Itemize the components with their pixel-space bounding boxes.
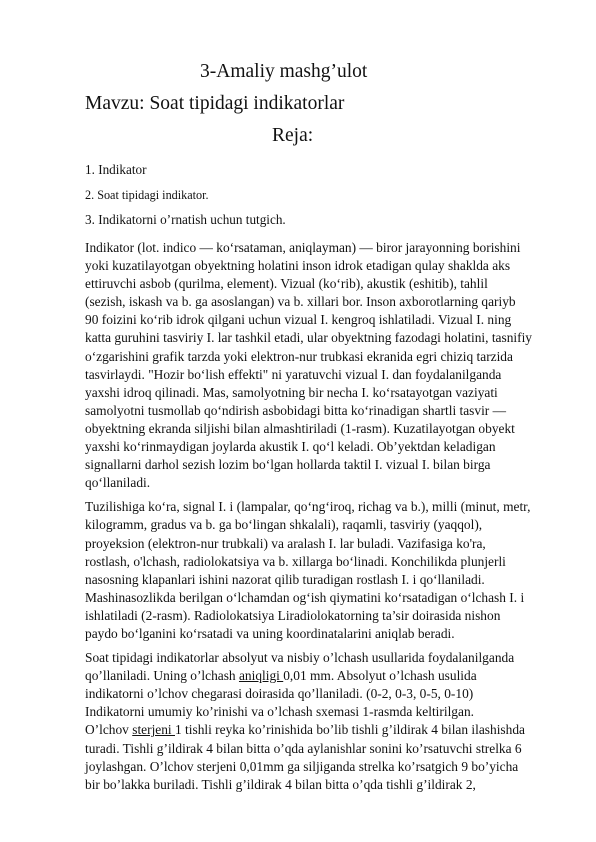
body-text xyxy=(85,239,557,800)
text-line: paydo bo‘lganini ko‘rsatadi va uning koordinatalarini aniqlab beradi. xyxy=(85,625,455,641)
text-line: indikatorni o’lchov chegarasi doirasida qo’llaniladi. (0-2, 0-3, 0-5, 0-10) xyxy=(85,686,474,702)
text-line: bir bo’lakka buriladi. Tishli g’ildirak 4 bilan bitta o’qda tishli g’ildirak 2, xyxy=(85,776,476,792)
text-segment: O’lchov xyxy=(85,722,133,738)
plan-heading: Reja: xyxy=(272,125,314,146)
paragraph-indicator-definition xyxy=(85,239,557,492)
paragraph-indicator-types xyxy=(85,498,557,643)
text-line: proyeksion (elektron-nur trubkali) va aralash I. lar buladi. Vazifasiga ko'ra, xyxy=(85,535,486,551)
plan-list xyxy=(85,161,555,236)
text-line xyxy=(85,667,557,685)
text-line: nasosning klapanlari ishini nazorat qilib turadigan rostlash I. i qo‘llaniladi. xyxy=(85,571,485,587)
plan-item-3: 3. Indikatorni o’rnatish uchun tutgich. xyxy=(85,212,286,227)
text-line: Tuzilishiga ko‘ra, signal I. i (lampalar, qo‘ng‘iroq, richag va b.), milli (minut, metr, xyxy=(85,499,531,515)
text-line: yaxshi ko‘rinmaydigan joylarda akustik I. qo‘l keladi. Ob’yektdan keladigan xyxy=(85,439,496,455)
text-line: obyektning ekranda siljishi bilan almashtiriladi (1-rasm). Kuzatilayotgan obyekt xyxy=(85,420,515,436)
underlined-word: sterjeni xyxy=(132,722,175,738)
text-segment: 1 tishli reyka ko’rinishida bo’lib tishli g’ildirak 4 bilan ilashishda xyxy=(175,722,525,738)
plan-item-1: 1. Indikator xyxy=(85,162,147,177)
paragraph-dial-indicators xyxy=(85,649,557,794)
text-line: Indikatorni umumiy ko’rinishi va o’lchash sxemasi 1-rasmda keltirilgan. xyxy=(85,704,474,720)
text-line: qo‘llaniladi. xyxy=(85,475,151,491)
underlined-word: aniqligi xyxy=(238,668,284,684)
text-line: turadi. Tishli g’ildirak 4 bilan bitta o’qda aylanishlar sonini ko’rsatuvchi strelka 6 xyxy=(85,740,522,756)
text-line: samolyotni tusmollab qo‘ndirish asbobidagi bitta ko‘rinadigan shartli tasvir — xyxy=(85,402,507,418)
text-line: Mashinasozlikda berilgan o‘lchamdan og‘ish qiymatini ko‘rsatadigan o‘lchash I. i xyxy=(85,589,525,605)
text-line: o‘zgarishini grafik tarzda yoki elektron-nur trubkasi ekranida egri chiziq tarzida xyxy=(85,348,513,364)
text-line: Soat tipidagi indikatorlar absolyut va nisbiy o’lchash usullarida foydalanilganda xyxy=(85,650,515,666)
text-line: (sezish, iskash va b. ga asoslangan) va b. xillari bor. Inson axborotlarning qariyb xyxy=(85,294,516,310)
topic-heading: Mavzu: Soat tipidagi indikatorlar xyxy=(85,93,345,114)
text-line: rostlash, o'lchash, radiolokatsiya va b. xillarga bo‘linadi. Konchilikda plunjerli xyxy=(85,553,506,569)
text-segment: qo’llaniladi. Uning o’lchash xyxy=(85,668,239,684)
text-line: yaxshi idroq qilinadi. Mas, samolyotning bir necha I. ko‘rsatayotgan vaziyati xyxy=(85,384,498,400)
text-line: tasvirlaydi. "Hozir bo‘lish effekti" ni yaratuvchi vizual I. dan foydalanilganda xyxy=(85,366,502,382)
text-line: ishlatiladi (2-rasm). Radiolokatsiya Liradiolokatorning ta’sir doirasida nishon xyxy=(85,607,501,623)
text-line xyxy=(85,721,557,739)
text-line: ettiruvchi asbob (qurilma, element). Vizual (ko‘rib), akustik (eshitib), tahlil xyxy=(85,276,488,292)
text-line: katta guruhini tasviriy I. lar tashkil etadi, ular obyektning fazodagi holatini, tasnifiy xyxy=(85,330,532,346)
text-segment: 0,01 mm. Absolyut o’lchash usulida xyxy=(283,668,477,684)
text-line: yoki kuzatilayotgan obyektning holatini inson idrok etadigan qulay shaklda aks xyxy=(85,258,511,274)
text-line: kilogramm, gradus va b. ga bo‘lingan shkalali), raqamli, tasviriy (yaqqol), xyxy=(85,517,483,533)
document-title: 3-Amaliy mashg’ulot xyxy=(200,61,368,82)
text-line: signallarni darhol sezish lozim bo‘lgan hollarda taktil I. vizual I. bilan birga xyxy=(85,457,491,473)
plan-item-2: 2. Soat tipidagi indikator. xyxy=(85,188,209,202)
text-line: Indikator (lot. indico — ko‘rsataman, aniqlayman) — biror jarayonning borishini xyxy=(85,240,521,255)
text-line: joylashgan. O’lchov sterjeni 0,01mm ga siljiganda strelka ko’rsatgich 9 bo’yicha xyxy=(85,758,519,774)
text-line: 90 foizini ko‘rib idrok qilgani uchun vizual I. kengroq ishlatiladi. Vizual I. ning xyxy=(85,312,512,328)
